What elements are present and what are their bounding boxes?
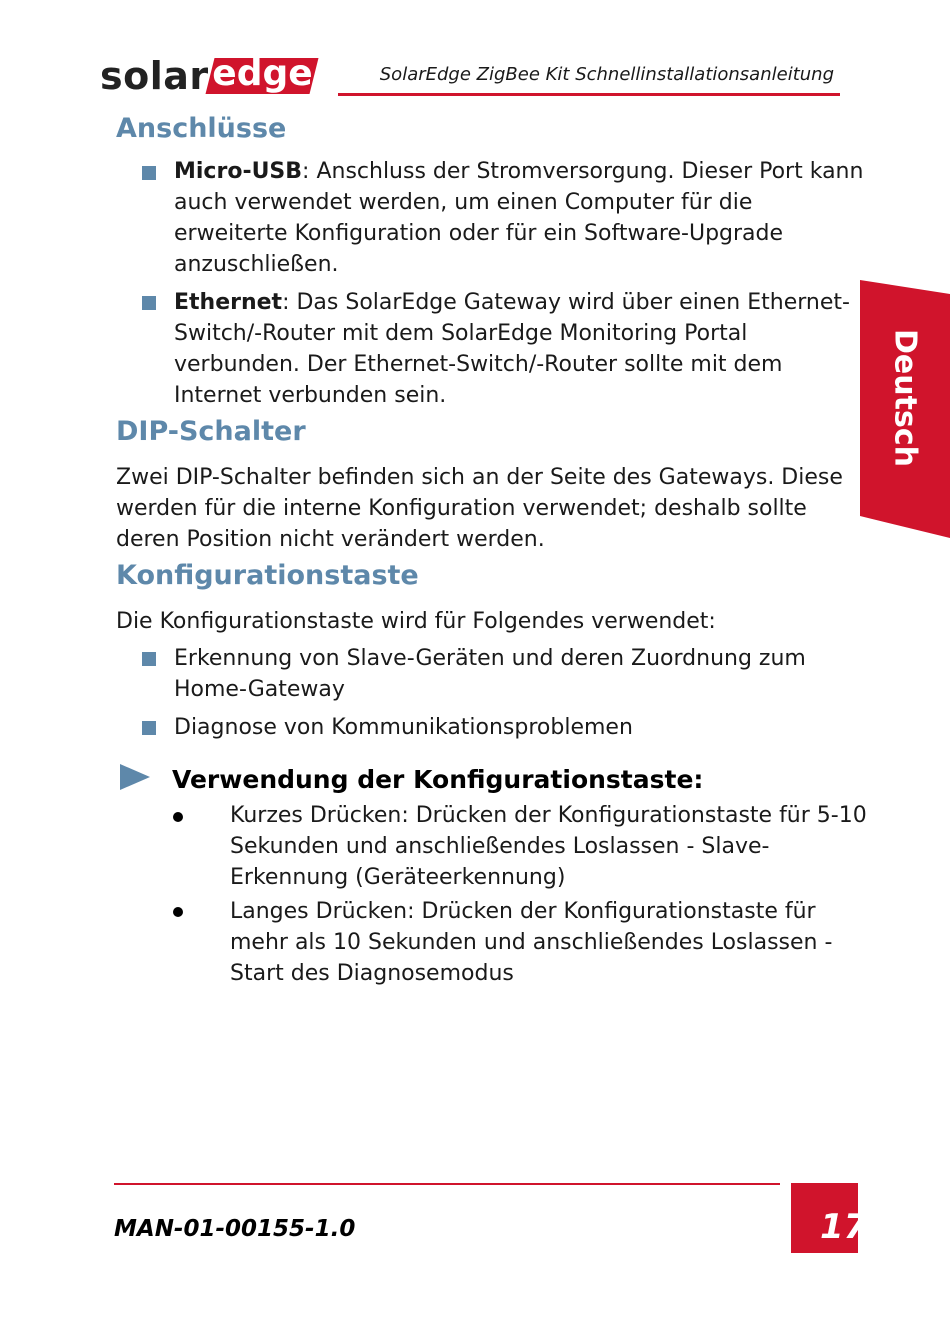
list-item-line: Internet verbunden sein. bbox=[174, 383, 447, 408]
list-item-line: Ethernet: Das SolarEdge Gateway wird über einen Ethernet- bbox=[174, 290, 850, 315]
list-item-line: auch verwendet werden, um einen Computer für die bbox=[174, 190, 753, 215]
paragraph-line: Zwei DIP-Schalter befinden sich an der Seite des Gateways. Diese bbox=[116, 465, 843, 490]
paragraph-dip-schalter bbox=[116, 462, 843, 555]
procedure-step-line: Start des Diagnosemodus bbox=[230, 961, 514, 986]
language-side-tab-label: Deutsch bbox=[887, 329, 923, 467]
list-item-slave-erkennung bbox=[174, 643, 806, 705]
bullet-dot-icon bbox=[173, 907, 183, 917]
logo-solar-text: solar bbox=[100, 54, 209, 98]
term-ethernet: Ethernet bbox=[174, 290, 283, 315]
header-title: SolarEdge ZigBee Kit Schnellinstallationsanleitung bbox=[379, 64, 834, 85]
procedure-arrow-icon bbox=[120, 764, 150, 790]
section-heading-dip-schalter: DIP-Schalter bbox=[116, 416, 306, 447]
paragraph-line: deren Position nicht verändert werden. bbox=[116, 527, 545, 552]
paragraph-line: werden für die interne Konfiguration verwendet; deshalb sollte bbox=[116, 496, 807, 521]
procedure-step-line: Sekunden und anschließendes Loslassen - Slave- bbox=[230, 834, 770, 859]
procedure-step-langes-druecken bbox=[230, 896, 832, 989]
list-item-line: Micro-USB: Anschluss der Stromversorgung. Dieser Port kann bbox=[174, 159, 864, 184]
procedure-step-line: Kurzes Drücken: Drücken der Konfigurationstaste für 5-10 bbox=[230, 803, 867, 828]
list-item-micro-usb bbox=[174, 156, 863, 280]
bullet-square-icon bbox=[142, 652, 156, 666]
list-item-line: Home-Gateway bbox=[174, 677, 345, 702]
section-heading-anschluesse: Anschlüsse bbox=[116, 113, 287, 144]
bullet-square-icon bbox=[142, 296, 156, 310]
logo-edge-text: edge bbox=[212, 53, 313, 94]
bullet-square-icon bbox=[142, 721, 156, 735]
procedure-heading: Verwendung der Konfigurationstaste: bbox=[172, 765, 704, 794]
page-number: 17 bbox=[820, 1207, 868, 1247]
header-rule bbox=[338, 93, 840, 96]
document-id: MAN-01-00155-1.0 bbox=[114, 1216, 356, 1242]
list-item-ethernet bbox=[174, 287, 850, 411]
procedure-step-line: mehr als 10 Sekunden und anschließendes Loslassen - bbox=[230, 930, 833, 955]
list-item-line: Diagnose von Kommunikationsproblemen bbox=[174, 715, 633, 740]
section-heading-konfigurationstaste: Konfigurationstaste bbox=[116, 560, 419, 591]
footer-rule bbox=[114, 1183, 780, 1185]
term-micro-usb: Micro-USB bbox=[174, 159, 303, 184]
list-item-line: anzuschließen. bbox=[174, 252, 339, 277]
bullet-square-icon bbox=[142, 166, 156, 180]
list-item-line: verbunden. Der Ethernet-Switch/-Router sollte mit dem bbox=[174, 352, 783, 377]
list-item-line: erweiterte Konfiguration oder für ein Software-Upgrade bbox=[174, 221, 784, 246]
procedure-step-line: Langes Drücken: Drücken der Konfigurationstaste für bbox=[230, 899, 816, 924]
list-item-diagnose bbox=[174, 712, 633, 743]
paragraph-konfig-intro: Die Konfigurationstaste wird für Folgendes verwendet: bbox=[116, 609, 716, 634]
list-item-line: Switch/-Router mit dem SolarEdge Monitoring Portal bbox=[174, 321, 748, 346]
list-item-line: Erkennung von Slave-Geräten und deren Zuordnung zum bbox=[174, 646, 806, 671]
bullet-dot-icon bbox=[173, 812, 183, 822]
procedure-step-kurzes-druecken bbox=[230, 800, 867, 893]
procedure-step-line: Erkennung (Geräteerkennung) bbox=[230, 865, 566, 890]
